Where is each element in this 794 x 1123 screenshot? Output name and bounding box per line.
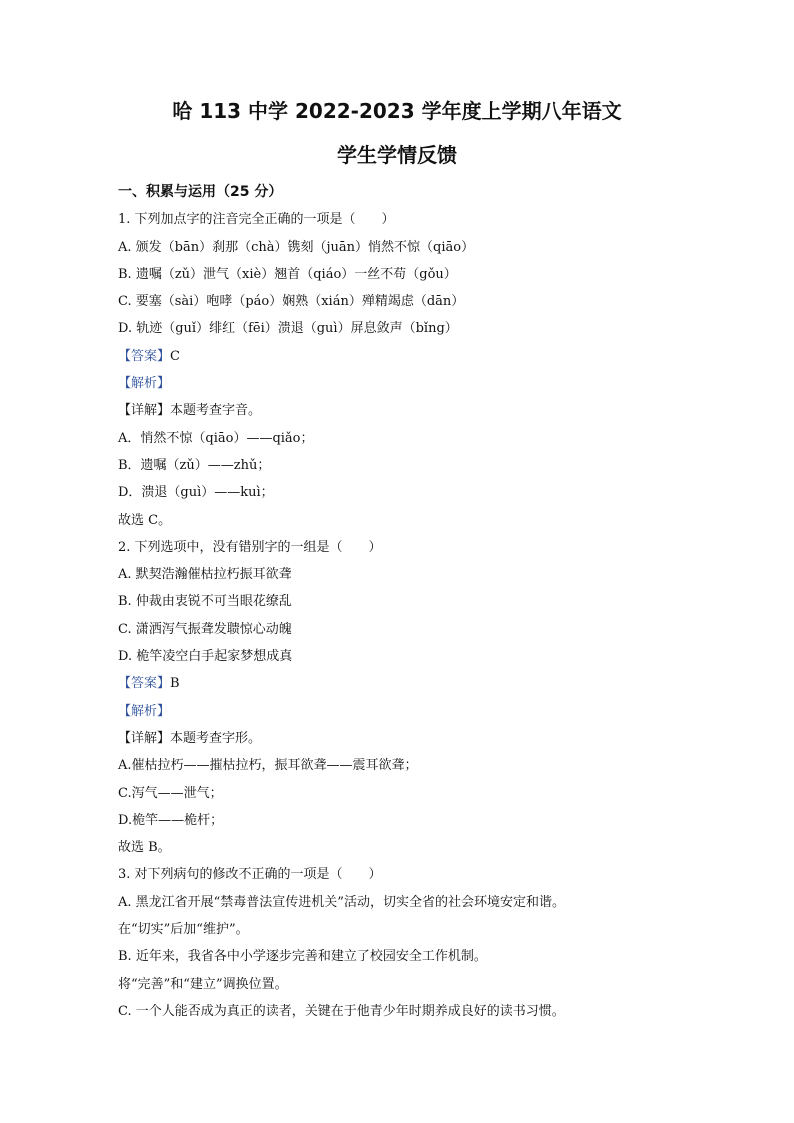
- answer-value: C: [170, 348, 180, 364]
- question-2-option-b: B. 仲裁由衷锐不可当眼花缭乱: [118, 594, 292, 610]
- document-body: [118, 179, 738, 1025]
- question-3-option-c: C. 一个人能否成为真正的读者，关键在于他青少年时期养成良好的读书习惯。: [118, 1003, 565, 1019]
- answer-tag: 【答案】: [118, 348, 171, 364]
- question-2-stem: 2. 下列选项中，没有错别字的一组是（ ）: [118, 539, 382, 555]
- question-2-option-a: A. 默契浩瀚催枯拉朽振耳欲聋: [118, 567, 292, 583]
- question-3-option-a-fix: 在“切实”后加“维护”。: [118, 922, 249, 938]
- question-1-option-d: D. 轨迹（guǐ）绯红（fēi）溃退（guì）屏息敛声（bǐng）: [118, 321, 458, 337]
- detail-tag: 【详解】: [118, 403, 171, 419]
- detail-tag: 【详解】: [118, 730, 171, 746]
- answer-value: B: [170, 676, 180, 692]
- question-1-option-a: A. 颁发（bān）刹那（chà）镌刻（juān）悄然不惊（qiāo）: [118, 239, 475, 255]
- question-1-conclusion: 故选 C。: [118, 512, 172, 528]
- question-2-option-c: C. 潇洒泻气振聋发聩惊心动魄: [118, 621, 292, 637]
- question-2-detail: [118, 725, 738, 752]
- question-2-fix-c: C.泻气——泄气；: [118, 785, 223, 801]
- section-heading: 一、积累与运用（25 分）: [118, 184, 283, 200]
- answer-tag: 【答案】: [118, 676, 171, 692]
- question-2-answer: [118, 670, 738, 697]
- question-1-fix-d: D．溃退（guì）——kuì；: [118, 485, 274, 501]
- question-2-conclusion: 故选 B。: [118, 840, 171, 856]
- document-subtitle: 学生学情反馈: [337, 143, 457, 167]
- question-3-option-b: B. 近年来，我省各中小学逐步完善和建立了校园安全工作机制。: [118, 949, 487, 965]
- analysis-tag: 【解析】: [118, 376, 171, 392]
- question-1-stem: 1. 下列加点字的注音完全正确的一项是（ ）: [118, 212, 395, 228]
- question-3-option-a: A. 黑龙江省开展“禁毒普法宣传进机关”活动，切实全省的社会环境安定和谐。: [118, 894, 565, 910]
- question-2-option-d: D. 桅竿凌空白手起家梦想成真: [118, 649, 293, 665]
- question-3-option-b-fix: 将“完善”和“建立”调换位置。: [118, 976, 288, 992]
- question-1-answer: [118, 343, 738, 370]
- question-1-detail: [118, 397, 738, 424]
- question-1-fix-b: B．遗嘱（zǔ）——zhǔ；: [118, 457, 271, 473]
- document-title: 哈 113 中学 2022-2023 学年度上学期八年语文: [172, 99, 622, 123]
- question-1-analysis: [118, 370, 738, 397]
- question-2-fix-d: D.桅竿——桅杆；: [118, 812, 224, 828]
- question-2-fix-a: A.催枯拉朽——摧枯拉朽，振耳欲聋——震耳欲聋；: [118, 758, 418, 774]
- detail-text: 本题考查字形。: [170, 730, 262, 746]
- question-2-analysis: [118, 698, 738, 725]
- question-1-option-c: C. 要塞（sài）咆哮（páo）娴熟（xián）殚精竭虑（dān）: [118, 294, 465, 310]
- detail-text: 本题考查字音。: [170, 403, 262, 419]
- analysis-tag: 【解析】: [118, 703, 171, 719]
- question-1-option-b: B. 遗嘱（zǔ）泄气（xiè）翘首（qiáo）一丝不苟（gǒu）: [118, 266, 457, 282]
- question-3-stem: 3. 对下列病句的修改不正确的一项是（ ）: [118, 867, 382, 883]
- question-1-fix-a: A．悄然不惊（qiāo）——qiǎo；: [118, 430, 314, 446]
